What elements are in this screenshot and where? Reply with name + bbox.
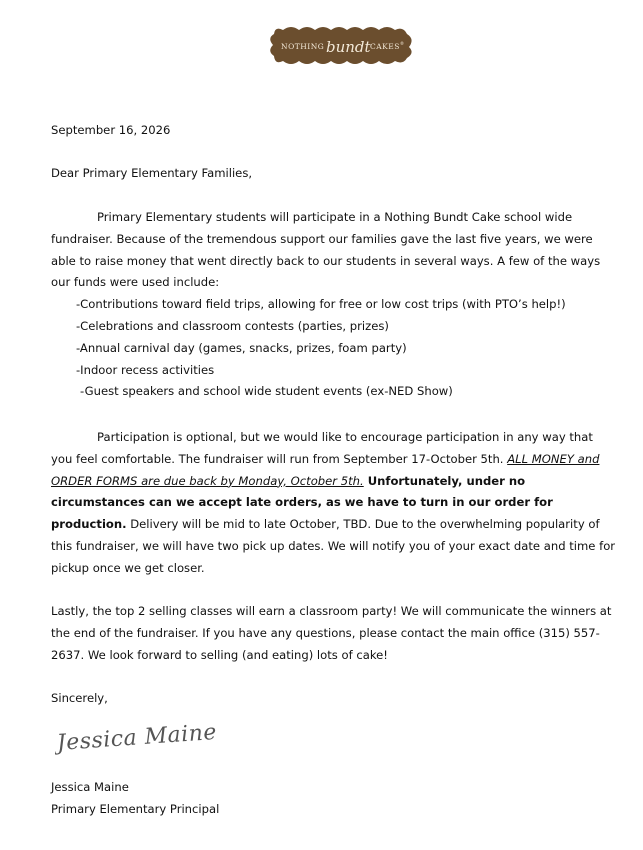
list-item: -Annual carnival day (games, snacks, prizes, foam party) <box>76 340 407 355</box>
svg-text:Jessica Maine: Jessica Maine <box>56 719 218 757</box>
letter-closing: Sincerely, <box>51 691 108 705</box>
nothing-bundt-cakes-logo <box>269 25 414 65</box>
handwritten-signature <box>55 712 225 762</box>
signer-name: Jessica Maine <box>51 780 129 794</box>
signer-title: Primary Elementary Principal <box>51 802 220 816</box>
svg-text:®: ® <box>400 41 404 46</box>
list-item: -Guest speakers and school wide student events (ex-NED Show) <box>80 384 453 399</box>
intro-text: Primary Elementary students will participate in a Nothing Bundt Cake school wide fundraiser. Because of the tremendous support our families gave the last five years, we were able to raise money that went directly back to our students in several ways. A few of the ways our funds were used include: <box>51 210 601 290</box>
late-orders-warning: Unfortunately, under no circumstances can we accept late orders, as we have to turn in our order for production. <box>51 473 553 532</box>
svg-text:CAKES: CAKES <box>370 42 400 51</box>
participation-text: Participation is optional, but we would like to encourage participation in any way that you feel comfortable. The fundraiser will run from September 17-October 5th. <box>51 430 593 466</box>
svg-text:NOTHING: NOTHING <box>281 42 325 51</box>
list-item: -Contributions toward field trips, allowing for free or low cost trips (with PTO’s help!) <box>76 297 566 312</box>
deadline-notice: ALL MONEY and ORDER FORMS are due back by Monday, October 5th. <box>51 451 600 488</box>
letter-salutation: Dear Primary Elementary Families, <box>51 166 253 180</box>
paragraph-intro <box>51 207 617 403</box>
letter-date: September 16, 2026 <box>51 123 171 137</box>
list-item: -Indoor recess activities <box>76 362 215 377</box>
funds-list <box>51 294 617 403</box>
delivery-text: Delivery will be mid to late October, TBD. Due to the overwhelming popularity of this fundraiser, we will have two pick up dates. We will notify you of your exact date and time for pickup once we get closer. <box>51 517 616 575</box>
paragraph-participation <box>51 427 617 580</box>
list-item: -Celebrations and classroom contests (parties, prizes) <box>76 318 389 333</box>
svg-text:bundt: bundt <box>326 38 371 56</box>
paragraph-closing-info: Lastly, the top 2 selling classes will earn a classroom party! We will communicate the winners at the end of the fundraiser. If you have any questions, please contact the main office (315) 557-2637. We look forward to selling (and eating) lots of cake! <box>51 604 612 662</box>
